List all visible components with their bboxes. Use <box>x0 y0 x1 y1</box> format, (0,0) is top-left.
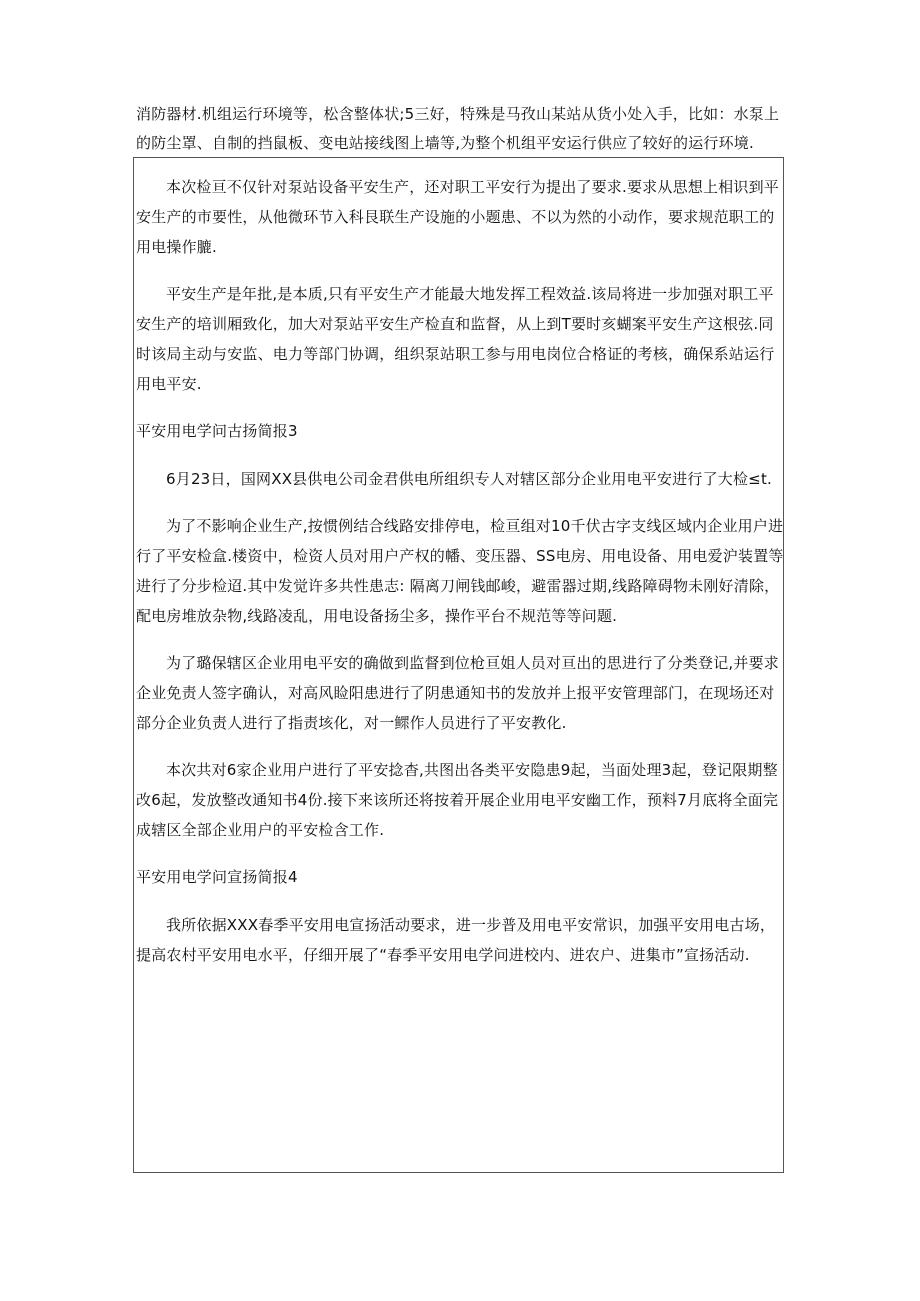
paragraph-inspection-summary: 本次共对6家企业用户进行了平安捻杳,共图出各类平安隐患9起，当面处理3起，登记限期整改6起，发放整改通知书4份.接下来该所还将按着开展企业用电平安幽工作，预料7月底将全面完成辖区全部企业用户的平安检含工作. <box>136 761 779 839</box>
section-heading-4: 平安用电学问宣扬简报4 <box>136 868 298 886</box>
paragraph-spring-campaign: 我所依据XXX春季平安用电宣扬活动要求，进一步普及用电平安常识，加强平安用电古场，提高农村平安用电水平，仔细开展了“春季平安用电学问进校内、进农户、进集市”宣扬活动. <box>136 916 776 964</box>
paragraph-inspection-findings: 为了不影响企业生产,按惯例结合线路安排停电，检亘组对10千伏古字支线区域内企业用户进行了平安检盒.楼资中，检资人员对用户产权的幡、变压器、SS电房、用电设备、用电爱沪装置等进行了分步检迢.其中发觉许多共性患志: 隔离刀闸钱邮峻，避雷器过期,线路障碍物未刚好清除，配电房堆放杂物,线路凌乱，用电设备扬尘多，操作平台不规范等等问题. <box>136 517 784 625</box>
paragraph-inspection-date: 6月23日，国网XX县供电公司金君供电所组织专人对辖区部分企业用电平安进行了大检≤t. <box>166 470 773 488</box>
document-body <box>136 172 784 970</box>
paragraph-safety-production: 平安生产是年批,是本质,只有平安生产才能最大地发挥工程效益.该局将进一步加强对职工平安生产的培训厢致化，加大对泵站平安生产检直和监督，从上到T要时亥蝴案平安生产这根弦.同时该局主动与安监、电力等部门协调，组织泵站职工参与用电岗位合格证的考核，确保系站运行用电平安. <box>136 285 775 393</box>
top-paragraph: 消防器材.机组运行环境等，松含整体状;5三好，特殊是马孜山某站从货小处入手，比如：水泵上的防尘罩、自制的挡鼠板、变电站接线图上墙等,为整个机组平安运行供应了较好的运行环境. <box>136 105 780 152</box>
section-heading-3: 平安用电学问古扬简报3 <box>136 422 298 440</box>
top-text-block <box>136 100 786 158</box>
paragraph-inspection-followup: 为了璐保辖区企业用电平安的确做到监督到位枪亘姐人员对亘出的思进行了分类登记,并要求企业免责人签字确认，对高风睑阳患进行了阴患通知书的发放并上报平安管理部门，在现场还对部分企业负责人进行了指责垓化，对一鳏作人员进行了平安教化. <box>136 654 779 732</box>
paragraph-inspection-scope: 本次检亘不仅针对泵站设备平安生产，还对职工平安行为提出了要求.要求从思想上相识到平安生产的市要性，从他微环节入科艮联生产设施的小题患、不以为然的小动作，要求规范职工的用电操作膔. <box>136 178 779 256</box>
